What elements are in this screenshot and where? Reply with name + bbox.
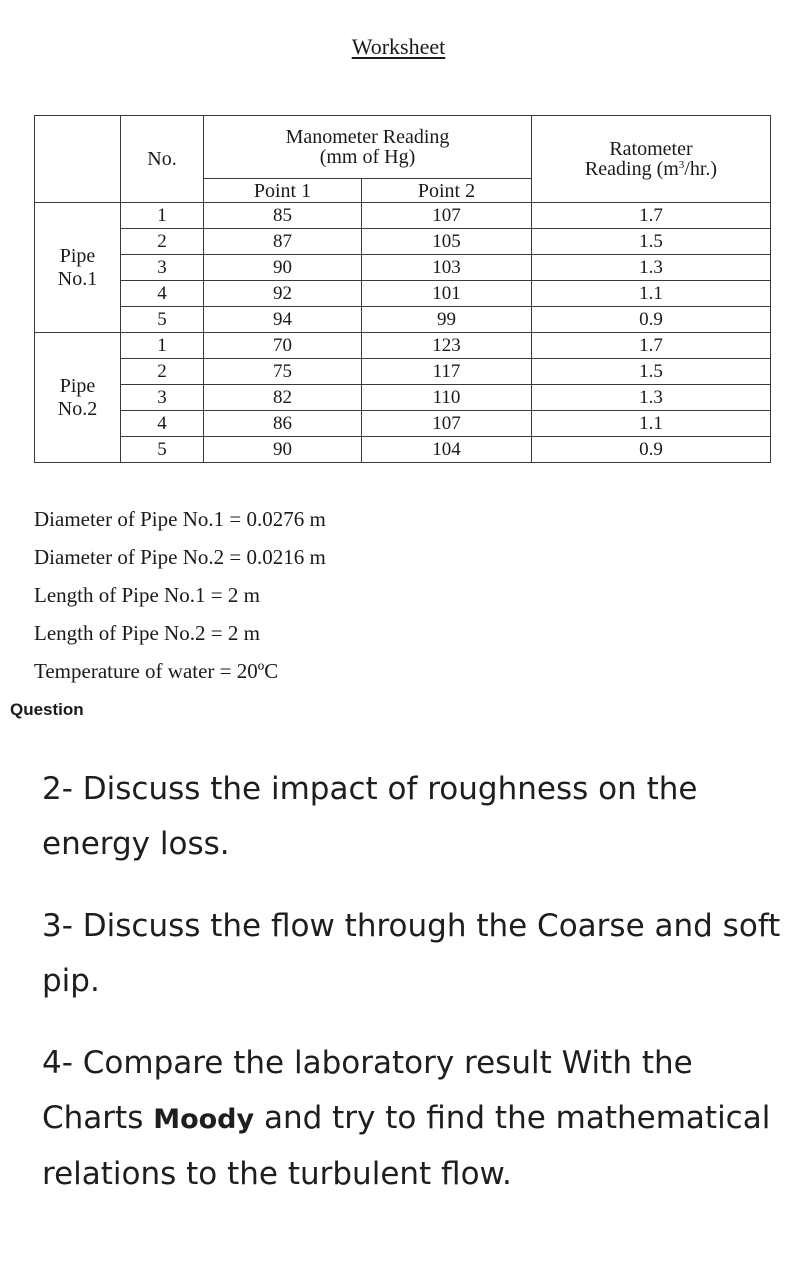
cell-ratometer: 1.3 xyxy=(532,385,771,411)
worksheet-table xyxy=(34,115,771,463)
table-body xyxy=(35,116,771,463)
cell-point1: 86 xyxy=(204,411,362,437)
cell-ratometer: 0.9 xyxy=(532,307,771,333)
col-header-manometer xyxy=(204,116,532,179)
cell-ratometer: 1.5 xyxy=(532,359,771,385)
pipe-label-cell xyxy=(35,333,121,463)
cell-no: 5 xyxy=(121,307,204,333)
cell-point2: 103 xyxy=(362,255,532,281)
cell-point1: 87 xyxy=(204,229,362,255)
cell-no: 3 xyxy=(121,255,204,281)
param-diameter-pipe1: Diameter of Pipe No.1 = 0.0276 m xyxy=(34,507,326,531)
cell-no: 5 xyxy=(121,437,204,463)
cell-ratometer: 1.1 xyxy=(532,281,771,307)
pipe-label-cell xyxy=(35,203,121,333)
table-row xyxy=(35,229,771,255)
pipe-label-line2: No.2 xyxy=(57,397,98,420)
questions-list xyxy=(42,762,782,1229)
cell-point2: 99 xyxy=(362,307,532,333)
ratometer-line2-prefix: Reading (m xyxy=(584,158,679,180)
col-header-point1: Point 1 xyxy=(204,179,362,203)
table-row xyxy=(35,281,771,307)
cell-ratometer: 1.3 xyxy=(532,255,771,281)
parameters-list xyxy=(34,500,326,690)
cell-ratometer: 1.5 xyxy=(532,229,771,255)
table-row xyxy=(35,437,771,463)
question-4-text-start: 4- Compare the laboratory result With the Charts xyxy=(42,1045,693,1136)
question-4-text-end: and try to find the mathematical relations to the turbulent flow. xyxy=(42,1100,771,1192)
cell-no: 4 xyxy=(121,411,204,437)
param-water-temperature: Temperature of water = 20ºC xyxy=(34,659,279,683)
cell-ratometer: 0.9 xyxy=(532,437,771,463)
cell-point1: 82 xyxy=(204,385,362,411)
cell-ratometer: 1.1 xyxy=(532,411,771,437)
cell-no: 2 xyxy=(121,359,204,385)
cell-point2: 105 xyxy=(362,229,532,255)
ratometer-line2-suffix: /hr.) xyxy=(684,158,718,180)
cell-no: 1 xyxy=(121,203,204,229)
ratometer-superscript: 3 xyxy=(678,159,685,171)
question-3: 3- Discuss the flow through the Coarse and soft pip. xyxy=(42,908,781,999)
cell-point2: 110 xyxy=(362,385,532,411)
cell-no: 3 xyxy=(121,385,204,411)
ratometer-line1: Ratometer xyxy=(609,138,693,160)
cell-ratometer: 1.7 xyxy=(532,203,771,229)
cell-point1: 85 xyxy=(204,203,362,229)
cell-point1: 90 xyxy=(204,255,362,281)
cell-point1: 75 xyxy=(204,359,362,385)
question-2: 2- Discuss the impact of roughness on the energy loss. xyxy=(42,771,698,862)
table-row xyxy=(35,359,771,385)
table-row xyxy=(35,333,771,359)
cell-point2: 101 xyxy=(362,281,532,307)
param-diameter-pipe2: Diameter of Pipe No.2 = 0.0216 m xyxy=(34,545,326,569)
question-label: Question xyxy=(10,700,84,719)
cell-point2: 117 xyxy=(362,359,532,385)
cell-point2: 107 xyxy=(362,203,532,229)
cell-no: 4 xyxy=(121,281,204,307)
question-4 xyxy=(42,1036,782,1202)
table-row xyxy=(35,255,771,281)
table-row xyxy=(35,385,771,411)
empty-header-cell xyxy=(35,116,121,203)
cell-ratometer: 1.7 xyxy=(532,333,771,359)
cell-point1: 70 xyxy=(204,333,362,359)
header-row xyxy=(35,116,771,179)
cell-point2: 107 xyxy=(362,411,532,437)
table-row xyxy=(35,411,771,437)
col-header-point2: Point 2 xyxy=(362,179,532,203)
cell-point1: 94 xyxy=(204,307,362,333)
cell-point2: 104 xyxy=(362,437,532,463)
param-length-pipe1: Length of Pipe No.1 = 2 m xyxy=(34,583,260,607)
manometer-line2: (mm of Hg) xyxy=(319,146,416,168)
param-length-pipe2: Length of Pipe No.2 = 2 m xyxy=(34,621,260,645)
col-header-ratometer xyxy=(532,116,771,203)
cell-point2: 123 xyxy=(362,333,532,359)
pipe-label-line1: Pipe xyxy=(59,244,96,267)
question-4-moody: Moody xyxy=(153,1104,255,1135)
cell-no: 2 xyxy=(121,229,204,255)
cell-no: 1 xyxy=(121,333,204,359)
table-row xyxy=(35,203,771,229)
pipe-label-line2: No.1 xyxy=(57,267,98,290)
pipe-label-line1: Pipe xyxy=(59,374,96,397)
manometer-line1: Manometer Reading xyxy=(285,126,450,148)
col-header-no: No. xyxy=(121,116,204,203)
worksheet-title: Worksheet xyxy=(351,34,446,59)
cell-point1: 90 xyxy=(204,437,362,463)
cell-point1: 92 xyxy=(204,281,362,307)
table-row xyxy=(35,307,771,333)
